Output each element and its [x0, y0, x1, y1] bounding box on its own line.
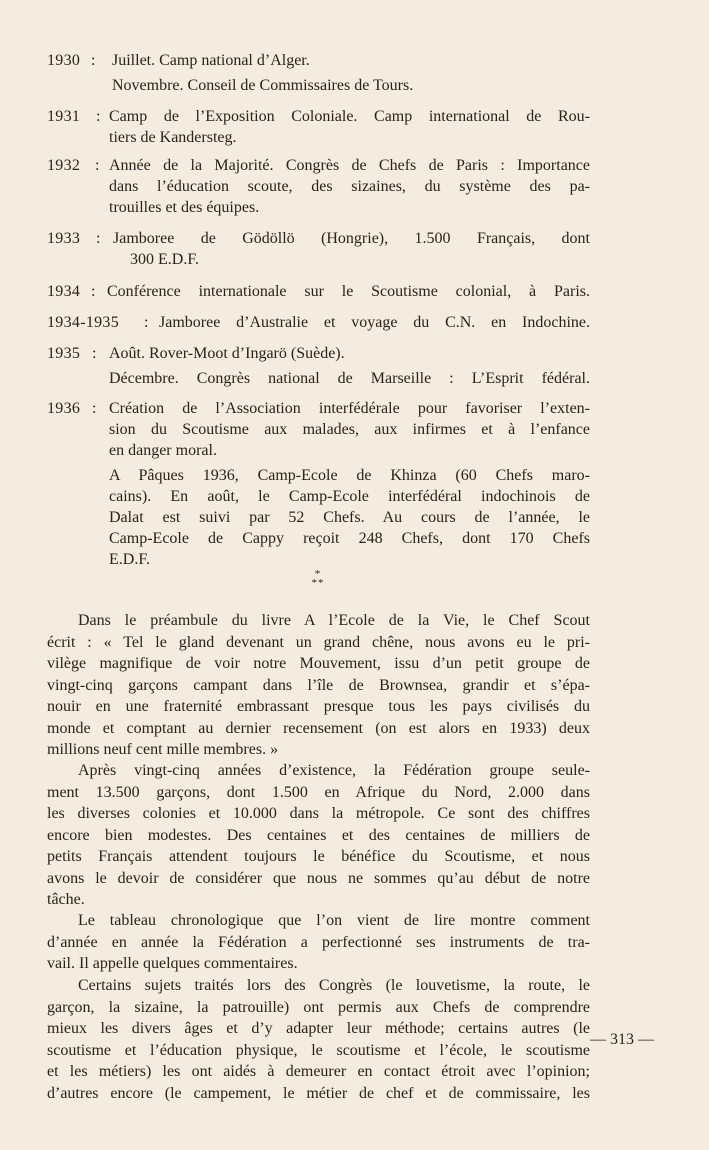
paragraph-line: garçon, la sizaine, la patrouille) ont permis aux Chefs de comprendre: [47, 998, 590, 1016]
entry-line: Création de l’Association interfédérale pour favoriser l’exten-: [109, 400, 590, 417]
paragraph-line: mieux les divers âges et d’y adapter leur méthode; certains autres (le: [47, 1020, 590, 1037]
paragraph-line: monde et comptant au dernier recensement (on est alors en 1933) deux: [47, 719, 590, 737]
entry-line: Juillet. Camp national d’Alger.: [112, 52, 310, 69]
entry-line: en danger moral.: [109, 442, 217, 459]
paragraph-line: encore bien modestes. Des centaines et des centaines de milliers de: [47, 826, 590, 844]
entry-line: trouilles et des équipes.: [109, 199, 260, 216]
paragraph-line: d’autres encore (le campement, le métier de chef et de commissaire, les: [47, 1084, 590, 1102]
paragraph-line: Dans le préambule du livre A l’Ecole de la Vie, le Chef Scout: [78, 612, 590, 629]
entry-year: 1934: [47, 283, 81, 300]
entry-line: cains). En août, le Camp-Ecole interfédéral indochinois de: [109, 488, 590, 505]
paragraph-line: d’année en année la Fédération a perfectionné ses instruments de tra-: [47, 933, 590, 951]
page-number: — 313 —: [590, 1031, 654, 1048]
paragraph-congress-topics: [47, 975, 590, 1104]
paragraph-line: nouir en une fraternité embrassant presque tous les pays civilisés du: [47, 698, 590, 715]
paragraph-line: vingt-cinq garçons campant dans l’île de Brownsea, grandir et s’épa-: [47, 676, 590, 694]
paragraph-line: tâche.: [47, 891, 85, 908]
paragraph-line: vail. Il appelle quelques commentaires.: [47, 955, 298, 972]
entry-year: 1935: [47, 345, 81, 362]
entry-line: E.D.F.: [109, 551, 150, 568]
entry-line: tiers de Kandersteg.: [109, 129, 237, 146]
entry-year: 1934-1935: [47, 314, 120, 331]
entry-year: 1936: [47, 400, 81, 417]
entry-year: 1932: [47, 157, 81, 174]
paragraph-line: et les métiers) les ont aidés à demeurer en contact étroit avec l’opinion;: [47, 1063, 590, 1080]
paragraph-chronology-comment: [47, 910, 590, 975]
entry-year: 1930: [47, 52, 81, 69]
entry-line: A Pâques 1936, Camp-Ecole de Khinza (60 Chefs maro-: [109, 467, 590, 484]
entry-line: Août. Rover-Moot d’Ingarö (Suède).: [109, 345, 345, 362]
paragraph-statistics: [47, 760, 590, 911]
paragraph-line: scoutisme et l’éducation physique, le scoutisme et l’école, le scoutisme: [47, 1041, 590, 1059]
paragraph-line: écrit : « Tel le gland devenant un grand chêne, nous avons eu le pri-: [47, 633, 590, 651]
entry-line: Camp de l’Exposition Coloniale. Camp international de Rou-: [109, 108, 590, 125]
section-separator: * **: [311, 568, 325, 589]
entry-year: 1933: [47, 230, 81, 247]
paragraph-line: Après vingt-cinq années d’existence, la Fédération groupe seule-: [78, 762, 590, 779]
entry-line: Décembre. Congrès national de Marseille : L’Esprit fédéral.: [109, 370, 590, 387]
paragraph-line: ment 13.500 garçons, dont 1.500 en Afrique du Nord, 2.000 dans: [47, 783, 590, 801]
entry-line: Dalat est suivi par 52 Chefs. Au cours de l’année, le: [109, 509, 590, 526]
paragraph-line: avons le devoir de considérer que nous ne sommes qu’au début de notre: [47, 869, 590, 887]
entry-line: Novembre. Conseil de Commissaires de Tours.: [112, 77, 414, 94]
entry-line: Conférence internationale sur le Scoutisme colonial, à Paris.: [107, 283, 590, 300]
entry-line: sion du Scoutisme aux malades, aux infirmes et à l’enfance: [109, 421, 590, 438]
entry-line: 300 E.D.F.: [130, 251, 199, 268]
paragraph-line: Le tableau chronologique que l’on vient de lire montre comment: [78, 912, 590, 929]
paragraph-line: Certains sujets traités lors des Congrès (le louvetisme, la route, le: [78, 977, 590, 994]
paragraph-line: les diverses colonies et 10.000 dans la métropole. Ce sont des chiffres: [47, 805, 590, 822]
book-page: 1930 : Juillet. Camp national d’Alger. Novembre. Conseil de Commissaires de Tours. 1931 : Camp de l’Exposition Coloniale. Camp international de Rou- tiers de Kandersteg. 1932 : Année de la Majorité. Congrès de Chefs de Paris : Importance dans l’éducation scoute, des sizaines, du système des pa- trouilles et des équipes. 1933 : Jamboree de Gödöllö (Hongrie), 1.500 Français, dont 300 E.D.F. 1934 : Conférence internationale sur le Scoutisme colonial, à Paris. 1934-1935 : Jamboree d’Australie et voyage du C.N. en Indochine. 1935 : Août. Rover-Moot d’Ingarö (Suède). Décembre. Congrès national de Marseille : L’Esprit fédéral. 1936 : Création de l’Association interfédérale pour favoriser l’exten- sion du Scoutisme aux malades, aux infirmes et à l’enfance en danger moral. A Pâques 1936, Camp-Ecole de Khinza (60 Chefs maro- cains). En août, le Camp-Ecole interfédéral indochinois de Dalat est suivi par 52 Chefs. Au cours de l’année, le Camp-Ecole de Cappy reçoit 248 Chefs, dont 170 Chefs E.D.F. * ** Dans le préambule du livre A l’Ecole de la Vie, le Chef Scout écrit : « Tel le gland devenant un grand chêne, nous avons eu le pri- vilège magnifique de voir notre Mouvement, issu d’un petit groupe de vingt-cinq garçons campant dans l’île de Brownsea, grandir et s’épa- nouir en une fraternité embrassant presque tous les pays civilisés du monde et comptant au dernier recensement (on est alors en 1933) deux millions neuf cent mille membres. » Après vingt-cinq années d’existence, la Fédération groupe seule- ment 13.500 garçons, dont 1.500 en Afrique du Nord, 2.000 dans les diverses colonies et 10.000 dans la métropole. Ce sont des chiffres encore bien modestes. Des centaines et des centaines de milliers de petits Français attendent toujours le bénéfice du Scoutisme, et nous avons le devoir de considérer que nous ne sommes qu’au début de notre tâche. Le tableau chronologique que l’on vient de lire montre comment d’année en année la Fédération a perfectionné ses instruments de tra- vail. Il appelle quelques commentaires. Certains sujets traités lors des Congrès (le louvetisme, la route, le garçon, la sizaine, la patrouille) ont permis aux Chefs de comprendre mieux les divers âges et d’y adapter leur méthode; certains autres (le scoutisme et l’éducation physique, le scoutisme et l’école, le scoutisme et les métiers) les ont aidés à demeurer en contact étroit avec l’opinion; d’autres encore (le campement, le métier de chef et de commissaire, les — 313 —: [0, 0, 709, 1150]
paragraph-line: millions neuf cent mille membres. »: [47, 741, 279, 758]
paragraph-line: vilège magnifique de voir notre Mouvement, issu d’un petit groupe de: [47, 655, 590, 672]
entry-line: Jamboree d’Australie et voyage du C.N. en Indochine.: [159, 314, 590, 331]
entry-line: Jamboree de Gödöllö (Hongrie), 1.500 Français, dont: [113, 230, 590, 247]
paragraph-line: petits Français attendent toujours le bénéfice du Scoutisme, et nous: [47, 848, 590, 865]
entry-line: Camp-Ecole de Cappy reçoit 248 Chefs, dont 170 Chefs: [109, 530, 590, 547]
entry-line: Année de la Majorité. Congrès de Chefs de Paris : Importance: [109, 157, 590, 174]
entry-year: 1931: [47, 108, 81, 125]
entry-line: dans l’éducation scoute, des sizaines, du système des pa-: [109, 178, 590, 195]
paragraph-preamble: [47, 610, 590, 761]
